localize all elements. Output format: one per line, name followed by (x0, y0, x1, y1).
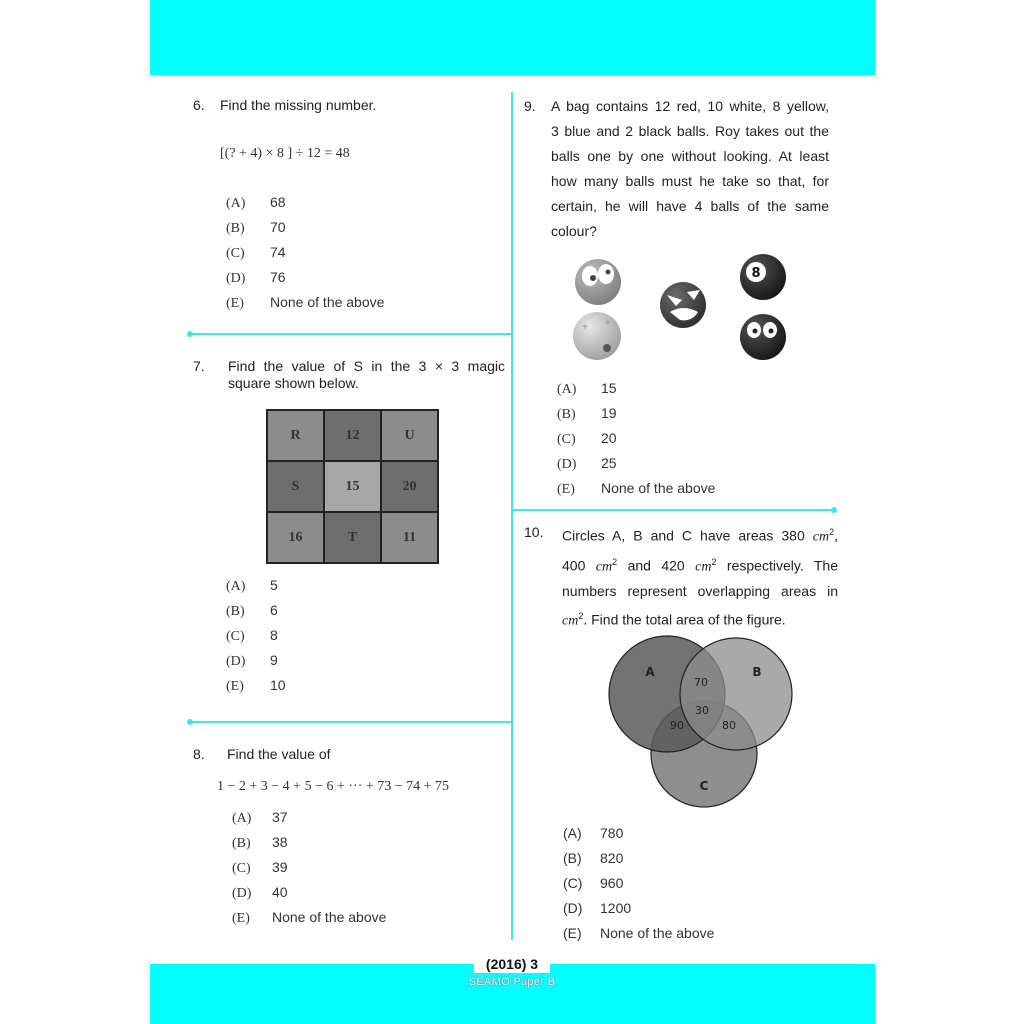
balls-illustration (560, 250, 800, 365)
option[interactable]: (B) 70 (226, 219, 286, 236)
option[interactable]: (B) 38 (232, 834, 288, 851)
option[interactable]: (C) 960 (563, 875, 624, 891)
venn-label-b: B (752, 665, 762, 679)
option[interactable]: (B) 6 (226, 602, 278, 619)
option[interactable]: (D) 9 (226, 652, 278, 669)
cartoon-ball-black-icon (740, 314, 786, 360)
magic-cell: U (382, 411, 437, 460)
option[interactable]: (B) 820 (563, 850, 624, 866)
svg-text:+: + (605, 318, 611, 329)
option[interactable]: (C) 74 (226, 244, 286, 261)
footer-band (150, 964, 875, 1024)
expression: 1 − 2 + 3 − 4 + 5 − 6 + ··· + 73 − 74 + 75 (217, 779, 450, 794)
magic-cell: R (268, 411, 323, 460)
option[interactable]: (D) 76 (226, 269, 286, 286)
option[interactable]: (A) 5 (226, 577, 278, 594)
cartoon-ball-red-icon (575, 259, 621, 305)
question-number: 8. (193, 746, 205, 762)
question-text: Circles A, B and C have areas 380 $cm^2$, 400 $cm^2$ and 420 $cm^2$ respectively. The numbers represent overlapping areas in $cm^2$. Find the total area of the figure. (562, 527, 839, 629)
equation: [(? + 4) × 8 ] ÷ 12 = 48 (220, 146, 350, 161)
option[interactable]: (D) 40 (232, 884, 288, 901)
venn-diagram (605, 632, 800, 812)
paper-title: SEAMO Paper B (468, 976, 556, 988)
option[interactable]: (A) 68 (226, 194, 286, 211)
section-divider (512, 509, 835, 511)
question-number: 6. (193, 97, 205, 113)
cartoon-ball-angry-icon (660, 282, 706, 328)
venn-label-a: A (645, 665, 655, 679)
question-text: Find the missing number. (220, 97, 377, 113)
page-number: (2016) 3 (474, 956, 550, 973)
option[interactable]: (A) 15 (557, 380, 617, 397)
eight-ball-icon (740, 254, 786, 300)
magic-cell: S (268, 462, 323, 511)
magic-cell: T (325, 513, 380, 562)
option[interactable]: (D) 25 (557, 455, 617, 472)
column-divider (511, 92, 513, 940)
option[interactable]: (E) None of the above (557, 480, 716, 497)
cartoon-ball-white-icon (573, 312, 621, 360)
magic-cell: 11 (382, 513, 437, 562)
option[interactable]: (B) 19 (557, 405, 617, 422)
magic-cell: 16 (268, 513, 323, 562)
magic-square (266, 409, 439, 564)
venn-overlap-bc: 80 (722, 719, 736, 732)
option[interactable]: (C) 8 (226, 627, 278, 644)
question-text: A bag contains 12 red, 10 white, 8 yellow, 3 blue and 2 black balls. Roy takes out the balls one by one without looking. At least how many balls must he take so that, for certain, he will have 4 balls of the same colour? (551, 98, 829, 239)
option[interactable]: (E) 10 (226, 677, 286, 694)
venn-circle-b (680, 638, 792, 750)
svg-text:+: + (582, 322, 588, 333)
option[interactable]: (C) 20 (557, 430, 617, 447)
venn-overlap-ac: 90 (670, 719, 684, 732)
venn-overlap-ab: 70 (694, 676, 708, 689)
magic-cell: 20 (382, 462, 437, 511)
venn-overlap-abc: 30 (695, 704, 709, 717)
question-number: 10. (524, 524, 544, 540)
question-number: 7. (193, 358, 205, 374)
option[interactable]: (D) 1200 (563, 900, 632, 916)
section-divider (189, 721, 512, 723)
option[interactable]: (A) 37 (232, 809, 288, 826)
option[interactable]: (C) 39 (232, 859, 288, 876)
venn-label-c: C (699, 779, 709, 793)
option[interactable]: (E) None of the above (563, 925, 715, 941)
option[interactable]: (E) None of the above (226, 294, 385, 311)
option[interactable]: (A) 780 (563, 825, 624, 841)
option[interactable]: (E) None of the above (232, 909, 387, 926)
svg-text:8: 8 (751, 266, 761, 281)
question-text: Find the value of (227, 746, 331, 762)
question-text: Find the value of S in the 3 × 3 magic square shown below. (228, 358, 505, 391)
section-divider (189, 333, 512, 335)
magic-cell: 15 (325, 462, 380, 511)
question-number: 9. (524, 98, 536, 114)
header-band (150, 0, 875, 75)
magic-cell: 12 (325, 411, 380, 460)
